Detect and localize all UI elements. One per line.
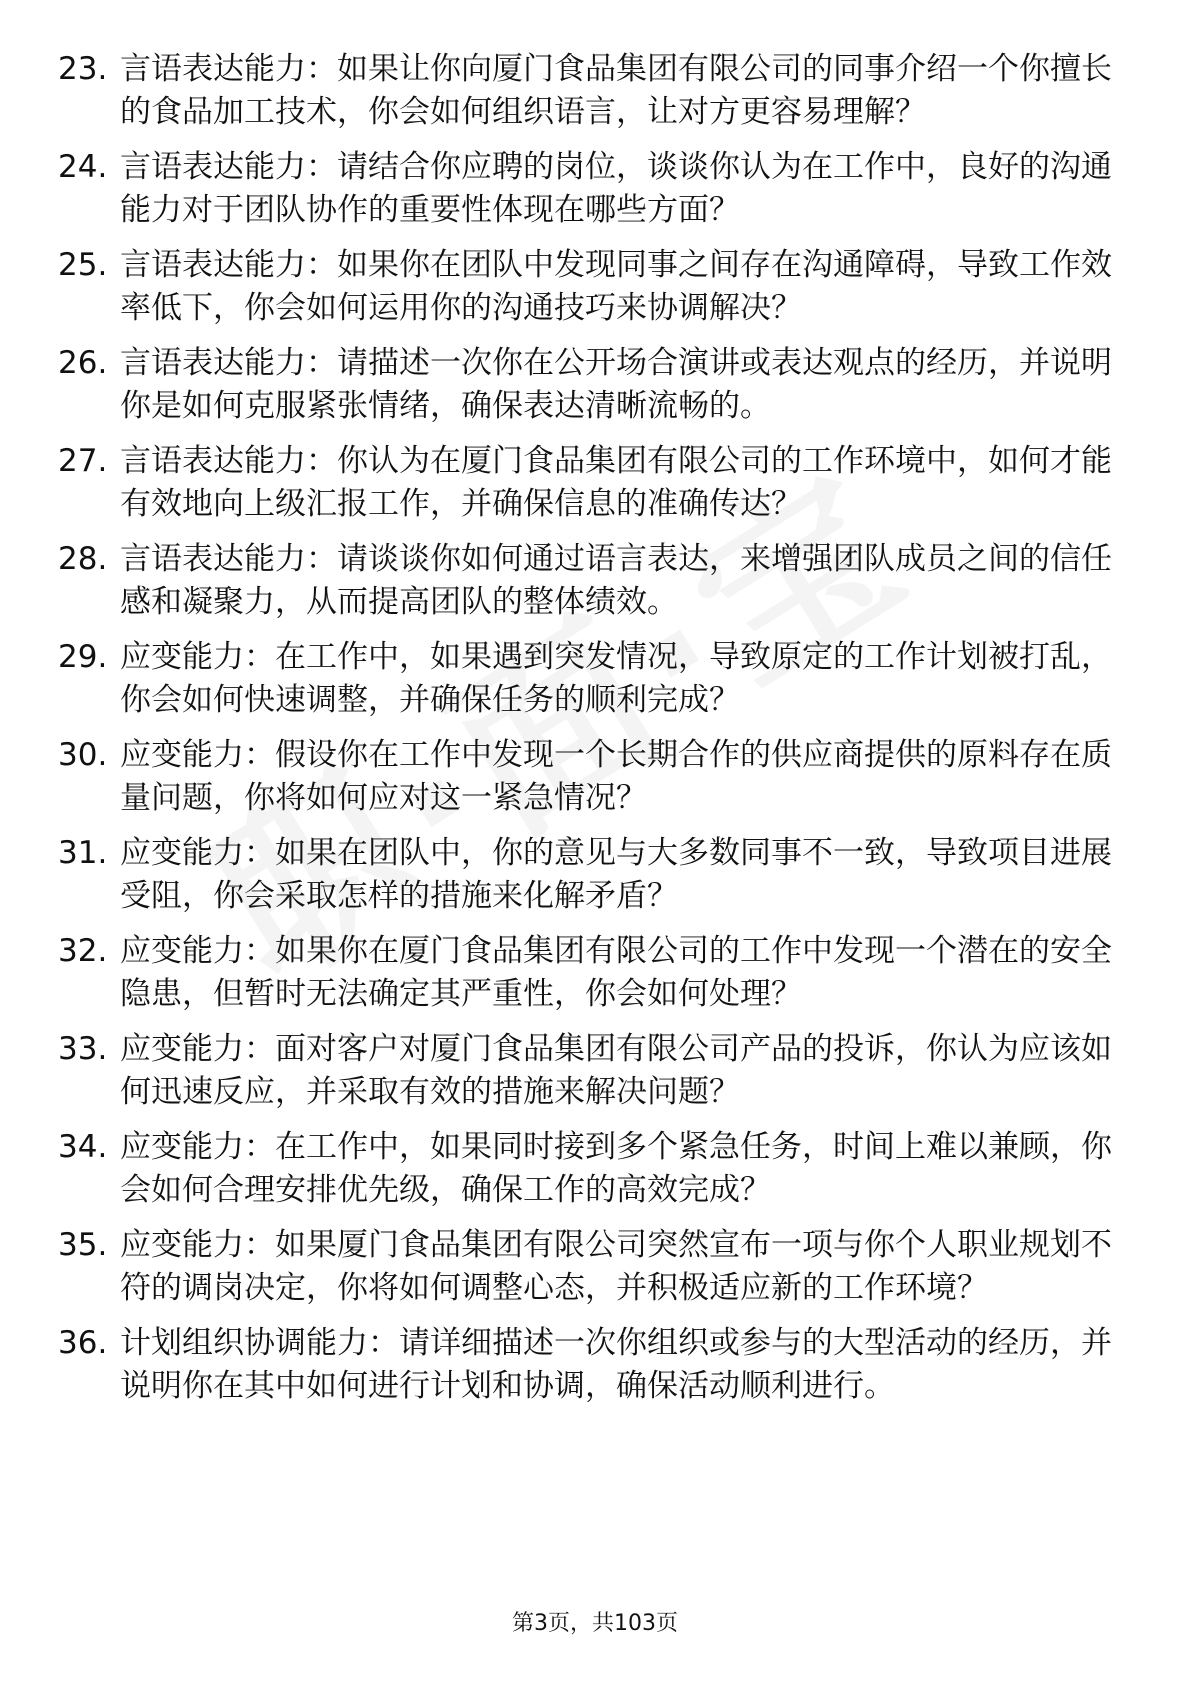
question-text: 应变能力：如果你在厦门食品集团有限公司的工作中发现一个潜在的安全隐患，但暂时无法确定其严重性，你会如何处理？ [120,933,1112,1012]
question-text: 言语表达能力：如果让你向厦门食品集团有限公司的同事介绍一个你擅长的食品加工技术，你会如何组织语言，让对方更容易理解？ [120,51,1112,130]
question-text: 言语表达能力：你认为在厦门食品集团有限公司的工作环境中，如何才能有效地向上级汇报工作，并确保信息的准确传达？ [120,443,1112,522]
question-number: 35. [58,1227,108,1263]
question-number: 31. [58,835,108,871]
question-number: 24. [58,149,108,185]
question-text: 应变能力：如果在团队中，你的意见与大多数同事不一致，导致项目进展受阻，你会采取怎样的措施来化解矛盾？ [120,835,1112,914]
question-text: 言语表达能力：请谈谈你如何通过语言表达，来增强团队成员之间的信任感和凝聚力，从而提高团队的整体绩效。 [120,541,1112,620]
question-text: 言语表达能力：请描述一次你在公开场合演讲或表达观点的经历，并说明你是如何克服紧张情绪，确保表达清晰流畅的。 [120,345,1112,424]
question-text: 应变能力：假设你在工作中发现一个长期合作的供应商提供的原料存在质量问题，你将如何应对这一紧急情况？ [120,737,1112,816]
question-number: 26. [58,345,108,381]
question-item [58,48,1118,134]
question-item [58,244,1118,330]
question-item [58,1224,1118,1310]
question-number: 36. [58,1325,108,1361]
question-item [58,1322,1118,1408]
question-text: 应变能力：面对客户对厦门食品集团有限公司产品的投诉，你认为应该如何迅速反应，并采取有效的措施来解决问题？ [120,1031,1112,1110]
question-item [58,636,1118,722]
question-item [58,1028,1118,1114]
question-number: 23. [58,51,108,87]
question-item [58,930,1118,1016]
question-item [58,832,1118,918]
page-number-label: 第3页，共103页 [512,1611,678,1636]
question-number: 27. [58,443,108,479]
question-number: 25. [58,247,108,283]
question-number: 33. [58,1031,108,1067]
question-text: 应变能力：在工作中，如果同时接到多个紧急任务，时间上难以兼顾，你会如何合理安排优先级，确保工作的高效完成？ [120,1129,1112,1208]
question-list [58,48,1118,1420]
question-item [58,734,1118,820]
question-item [58,440,1118,526]
question-text: 计划组织协调能力：请详细描述一次你组织或参与的大型活动的经历，并说明你在其中如何进行计划和协调，确保活动顺利进行。 [120,1325,1112,1404]
question-item [58,146,1118,232]
page-footer [0,1606,1190,1637]
question-text: 言语表达能力：如果你在团队中发现同事之间存在沟通障碍，导致工作效率低下，你会如何运用你的沟通技巧来协调解决？ [120,247,1112,326]
question-number: 28. [58,541,108,577]
question-item [58,342,1118,428]
question-number: 32. [58,933,108,969]
question-item [58,538,1118,624]
question-text: 言语表达能力：请结合你应聘的岗位，谈谈你认为在工作中，良好的沟通能力对于团队协作的重要性体现在哪些方面？ [120,149,1112,228]
question-text: 应变能力：在工作中，如果遇到突发情况，导致原定的工作计划被打乱，你会如何快速调整，并确保任务的顺利完成？ [120,639,1112,718]
question-number: 30. [58,737,108,773]
question-number: 29. [58,639,108,675]
question-item [58,1126,1118,1212]
question-text: 应变能力：如果厦门食品集团有限公司突然宣布一项与你个人职业规划不符的调岗决定，你将如何调整心态，并积极适应新的工作环境？ [120,1227,1112,1306]
question-number: 34. [58,1129,108,1165]
